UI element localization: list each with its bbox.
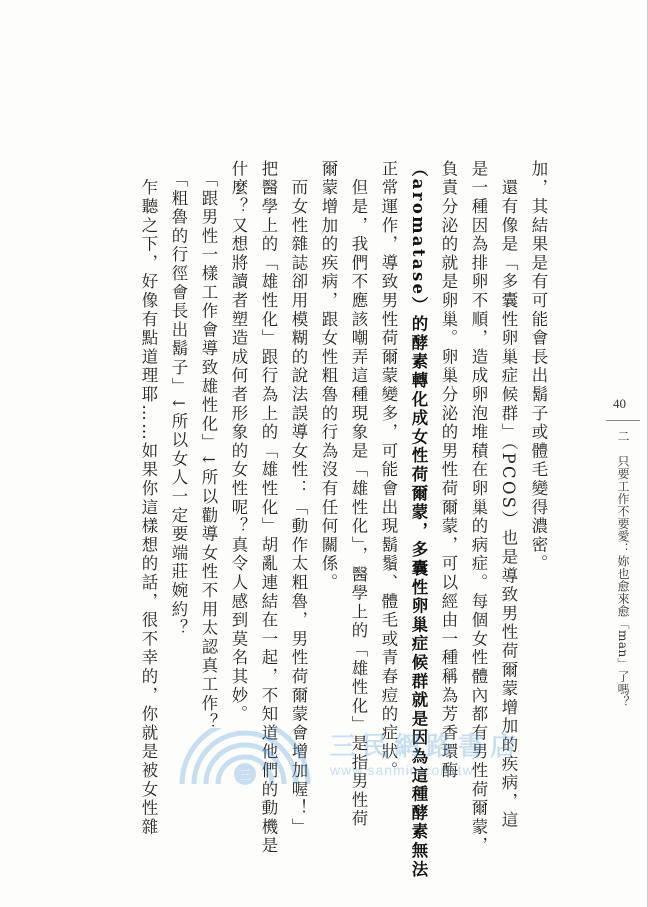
text-column: 是一種因為排卵不順，造成卵泡堆積在卵巢的病症。每個女性體內都有男性荷爾蒙， [469, 160, 488, 856]
text-column: 把醫學上的「雄性化」跟行為上的「雄性化」胡亂連結在一起，不知道他們的動機是 [259, 160, 278, 856]
text-column: 正常運作，導致男性荷爾蒙變多，可能會出現鬍鬚、體毛或青春痘的症狀。 [379, 160, 398, 781]
page-number: 40 [613, 396, 626, 411]
text-column: 爾蒙增加的疾病，跟女性粗魯的行為沒有任何關係。 [319, 160, 338, 593]
text-column: 負責分泌的就是卵巢。卵巢分泌的男性荷爾蒙，可以經由一種稱為芳香環酶 [439, 160, 458, 781]
watermark [170, 726, 523, 792]
text-column: 加，其結果是有可能會長出鬍子或體毛變得濃密。 [529, 160, 548, 574]
watermark-url: www.sanmin.com.tw [330, 762, 474, 778]
text-column: 什麼？又想將讀者塑造成何者形象的女性呢？真令人感到莫名其妙。 [229, 160, 248, 724]
text-column: 而女性雜誌卻用模糊的說法誤導女性：「動作太粗魯，男性荷爾蒙會增加喔！」 [289, 160, 308, 837]
svg-text:三: 三 [238, 768, 252, 782]
text-column: 乍聽之下，好像有點道理耶……如果你這樣想的話，很不幸的，你就是被女性雜 [139, 160, 158, 837]
text-column: 但是，我們不應該嘲弄這種現象是「雄性化」，醫學上的「雄性化」是指男性荷 [349, 160, 368, 829]
text-column: 「粗魯的行徑會長出鬍子」↓所以女人一定要端莊婉約？ [169, 160, 188, 638]
running-header: 二 只要工作不要愛：妳也愈來愈「man」了嗎？ [616, 430, 630, 708]
header-rule [606, 420, 640, 421]
text-column: 還有像是「多囊性卵巢症候群」（PCOS）也是導致男性荷爾蒙增加的疾病，這 [499, 160, 518, 831]
watermark-store-name: 三民網路書店 [330, 732, 523, 762]
sanmin-logo-icon [170, 728, 320, 786]
text-column: （aromatase）的酵素轉化成女性荷爾蒙，多囊性卵巢症候群就是因為這種酵素無法 [409, 160, 428, 880]
text-column: 「跟男性一樣工作會導致雄性化」↓所以勸導女性不用太認真工作？ [199, 160, 218, 732]
